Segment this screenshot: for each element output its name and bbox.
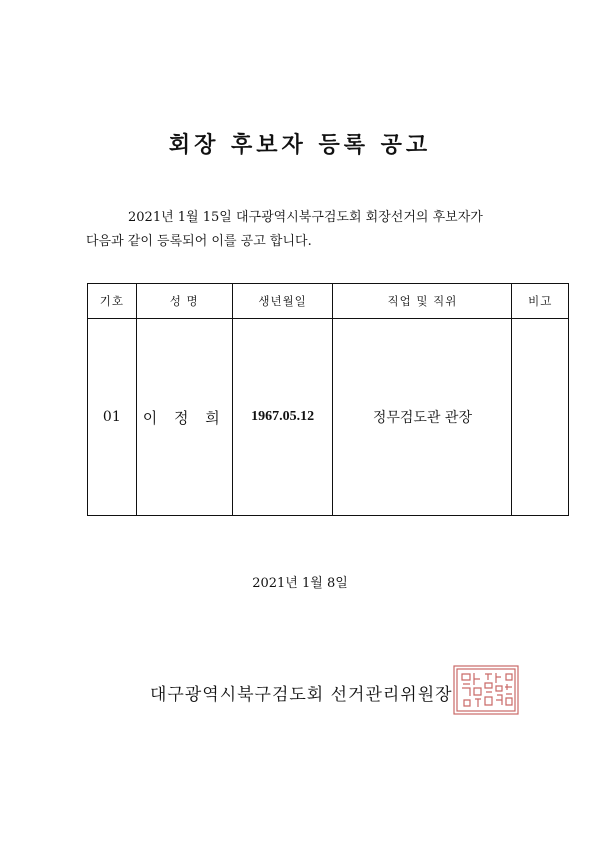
table-header-row	[88, 284, 569, 319]
announcement-paragraph	[86, 206, 556, 254]
table-row	[88, 319, 569, 516]
header-name: 성 명	[136, 284, 232, 319]
candidate-occupation: 정무검도관 관장	[333, 319, 512, 516]
candidate-note	[512, 319, 569, 516]
header-birth-date: 생년월일	[232, 284, 333, 319]
candidate-table	[87, 283, 569, 516]
header-note: 비고	[512, 284, 569, 319]
header-occupation: 직업 및 직위	[333, 284, 512, 319]
official-seal-icon	[452, 664, 520, 716]
candidate-number: 01	[88, 319, 137, 516]
announcement-date: 2021년 1월 8일	[252, 576, 348, 591]
document-title: 회장 후보자 등록 공고	[168, 132, 432, 158]
candidate-birth-date: 1967.05.12	[232, 319, 333, 516]
announcement-line-1: 2021년 1월 15일 대구광역시북구검도회 회장선거의 후보자가	[128, 210, 483, 225]
issuer-name: 대구광역시북구검도회 선거관리위원장	[150, 685, 453, 705]
candidate-name: 이 정 희	[136, 319, 232, 516]
header-number: 기호	[88, 284, 137, 319]
announcement-line-2: 다음과 같이 등록되어 이를 공고 합니다.	[86, 234, 312, 249]
